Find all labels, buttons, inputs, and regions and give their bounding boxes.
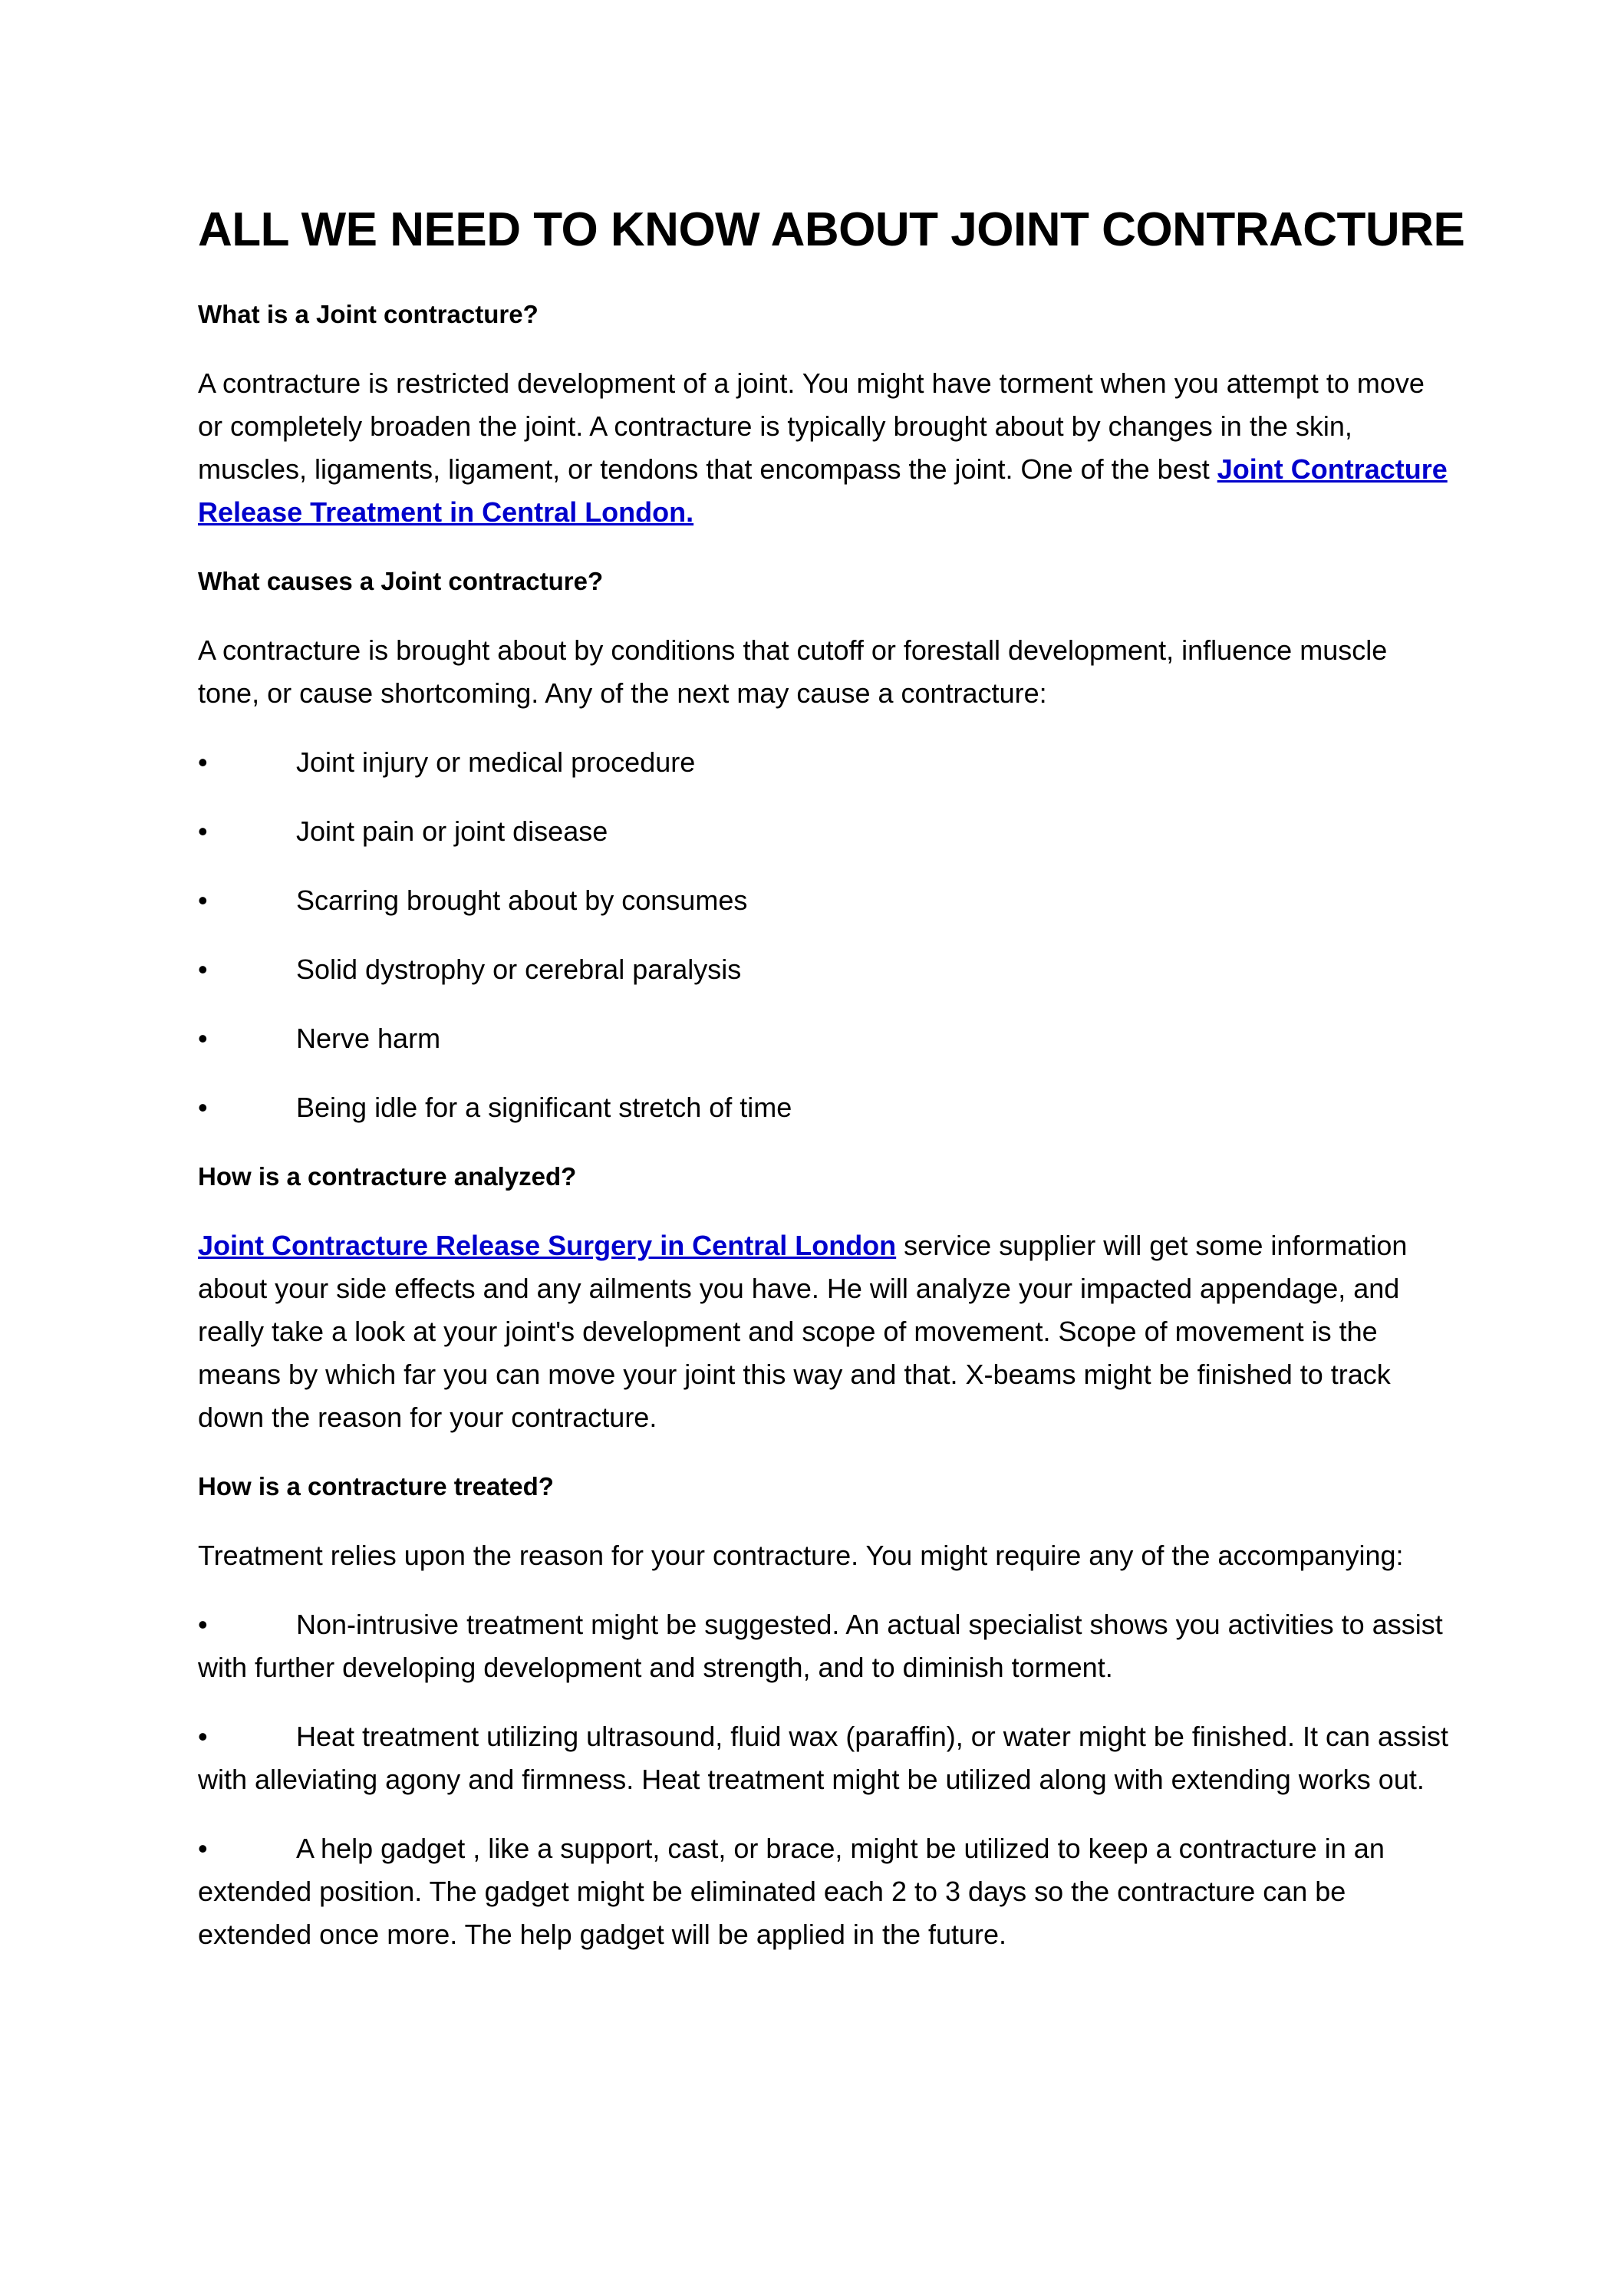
list-item	[198, 1603, 1456, 1689]
bullet-mark: •	[198, 884, 208, 916]
treatment-link[interactable]: Joint Contracture Release Treatment in Central London.	[198, 453, 1448, 528]
list-item-text: Scarring brought about by consumes	[296, 884, 748, 916]
paragraph-what-is	[198, 362, 1456, 534]
list-item-text: Solid dystrophy or cerebral paralysis	[296, 954, 742, 985]
list-item-text: Joint pain or joint disease	[296, 815, 608, 847]
list-item	[198, 741, 1456, 784]
section-heading-what-is: What is a Joint contracture?	[198, 300, 539, 328]
list-item	[198, 1715, 1456, 1801]
paragraph-causes: A contracture is brought about by conditions that cutoff or forestall development, influence muscle tone, or cause shortcoming. Any of the next may cause a contracture:	[198, 634, 1388, 709]
list-item-text: Non-intrusive treatment might be suggested. An actual specialist shows you activities to assist with further developing development and strength, and to diminish torment.	[198, 1609, 1443, 1683]
list-item	[198, 1827, 1456, 1956]
section-heading-causes: What causes a Joint contracture?	[198, 567, 604, 595]
list-item	[198, 879, 1456, 922]
list-item-text: Joint injury or medical procedure	[296, 746, 696, 778]
bullet-mark: •	[198, 815, 208, 847]
list-item-text: Heat treatment utilizing ultrasound, fluid wax (paraffin), or water might be finished. It can assist with alleviating agony and firmness. Heat treatment might be utilized along with extending works out.	[198, 1721, 1449, 1795]
list-item-text: Nerve harm	[296, 1023, 441, 1054]
paragraph-text: service supplier will get some information about your side effects and any ailments you have. He will analyze your impacted appendage, and really take a look at your joint's development and scope of movement. Scope of movement is the means by which far you can move your joint this way and that. X-beams might be finished to track down the reason for your contracture.	[198, 1230, 1408, 1433]
bullet-mark: •	[198, 746, 208, 778]
bullet-mark: •	[198, 1721, 208, 1752]
paragraph-text: A contracture is restricted development of a joint. You might have torment when you attempt to move or completely broaden the joint. A contracture is typically brought about by changes in the skin, muscles, ligaments, ligament, or tendons that encompass the joint. One of the best	[198, 367, 1425, 485]
bullet-mark: •	[198, 1833, 208, 1864]
list-item-text: Being idle for a significant stretch of time	[296, 1092, 792, 1123]
list-item	[198, 1017, 1456, 1060]
document-page	[198, 199, 1465, 1982]
bullet-mark: •	[198, 1023, 208, 1054]
paragraph-treated: Treatment relies upon the reason for your contracture. You might require any of the accompanying:	[198, 1540, 1404, 1571]
paragraph-analyzed	[198, 1224, 1456, 1439]
document-title: ALL WE NEED TO KNOW ABOUT JOINT CONTRACTURE	[198, 203, 1465, 256]
bullet-mark: •	[198, 1092, 208, 1123]
section-heading-analyzed: How is a contracture analyzed?	[198, 1162, 577, 1191]
list-item	[198, 948, 1456, 991]
surgery-link[interactable]: Joint Contracture Release Surgery in Central London	[198, 1230, 897, 1261]
list-item	[198, 810, 1456, 853]
section-heading-treated: How is a contracture treated?	[198, 1472, 554, 1500]
bullet-mark: •	[198, 954, 208, 985]
list-item-text: A help gadget , like a support, cast, or brace, might be utilized to keep a contracture in an extended position. The gadget might be eliminated each 2 to 3 days so the contracture can be extended once more. The help gadget will be applied in the future.	[198, 1833, 1385, 1950]
bullet-mark: •	[198, 1609, 208, 1640]
list-item	[198, 1086, 1456, 1129]
